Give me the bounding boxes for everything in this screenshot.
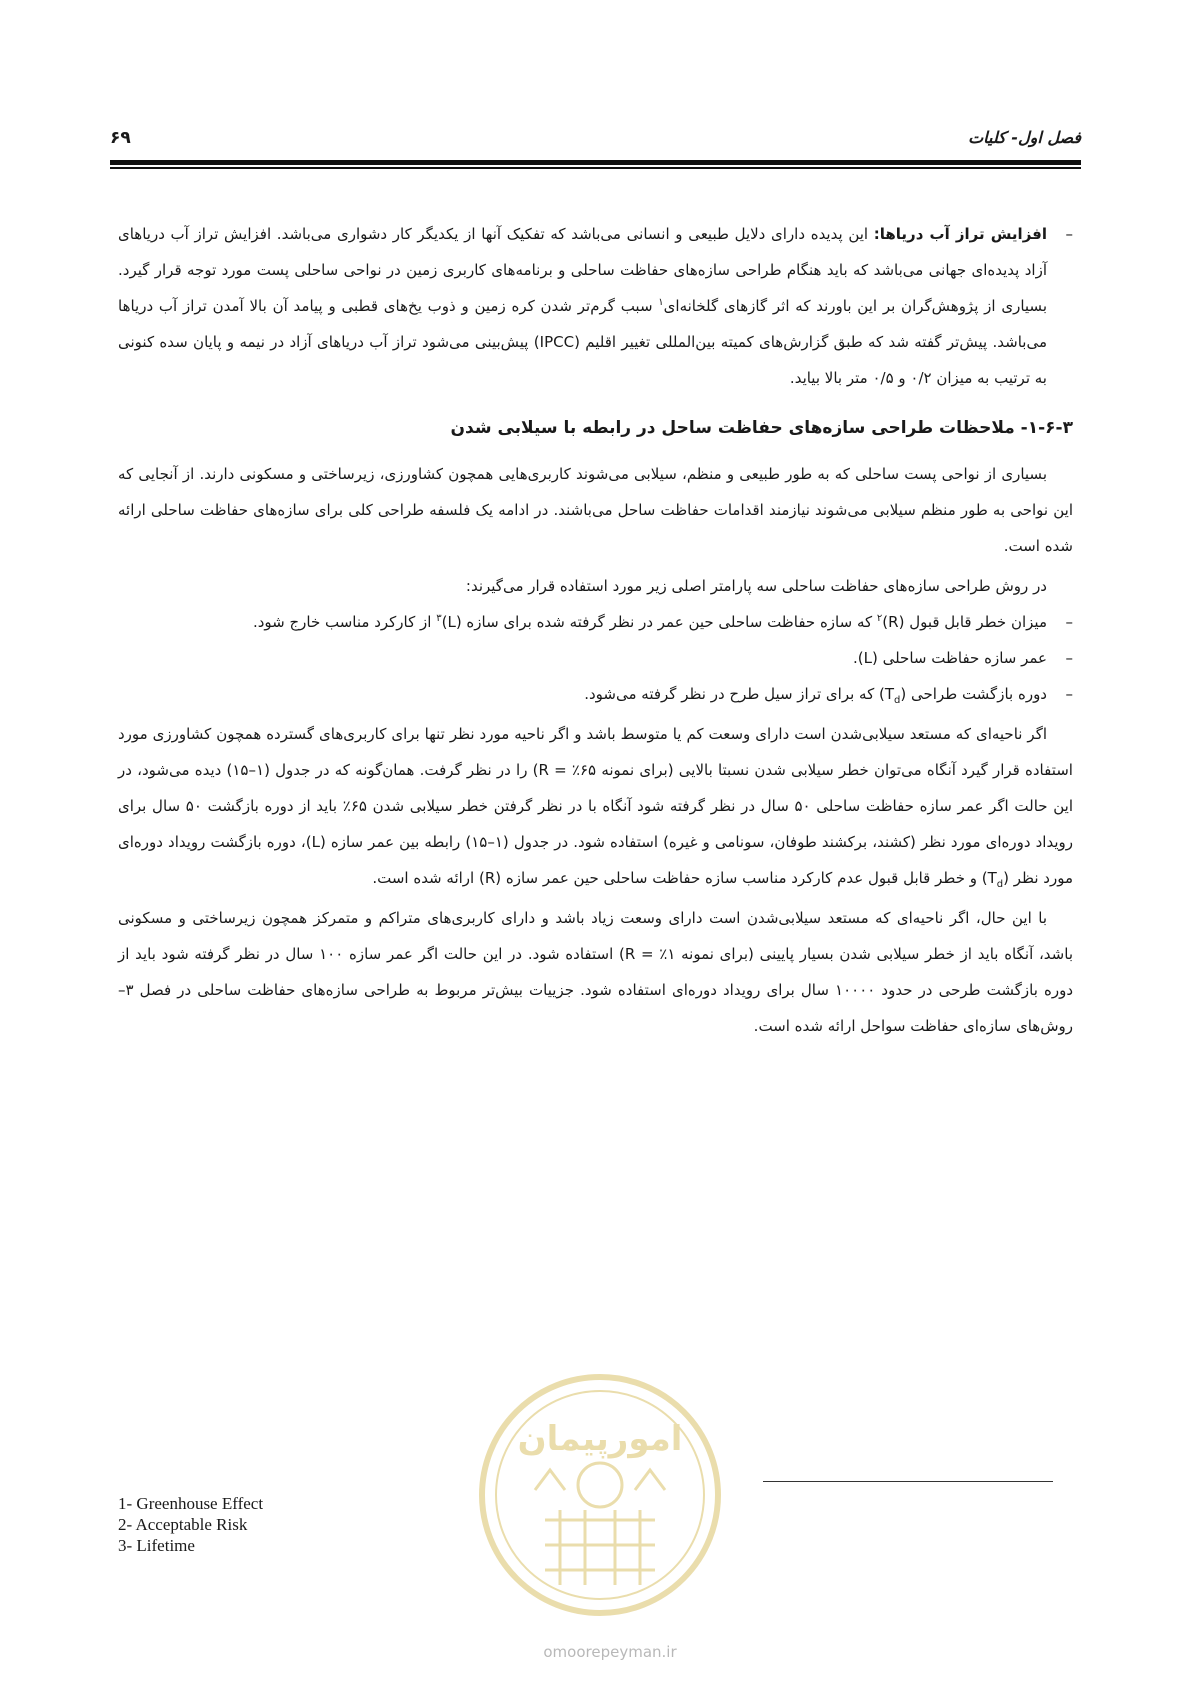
list-item-return-a: دوره بازگشت طراحی (T	[884, 685, 1047, 703]
page-body	[118, 216, 1073, 1044]
list-item-return-b: ) که برای تراز سیل طرح در نظر گرفته می‌شود.	[584, 685, 885, 703]
list-item-lifetime	[118, 640, 1073, 676]
bullet-bold-term: افزایش تراز آب دریاها:	[873, 225, 1047, 243]
subscript-d: d	[996, 879, 1004, 890]
paragraph-3-part1: اگر ناحیه‌ای که مستعد سیلابی‌شدن است دارای وسعت کم یا متوسط باشد و اگر ناحیه مورد نظر تنها برای کاربری‌های گسترده همچون کشاورزی مورد استفاده قرار گیرد آنگاه می‌توان خطر سیلابی شدن نسبتا بالایی (برای نمونه ۶۵٪ = R) را در نظر گرفت. همان‌گونه که در جدول (۱–۱۵) دیده می‌شود، در این حالت اگر عمر سازه حفاظت ساحلی ۵۰ سال در نظر گرفته شود آنگاه با در نظر گرفتن خطر سیلابی شدن ۶۵٪ باید از دوره بازگشت ۵۰ سال برای رویداد دوره‌ای مورد نظر (کشند، برکشند طوفان، سونامی و غیره) استفاده شود. در جدول (۱–۱۵) رابطه بین عمر سازه (L)، دوره بازگشت رویداد دوره‌ای مورد نظر (T	[118, 725, 1073, 887]
footnote-ref-3: ۳	[436, 613, 442, 624]
footnote-rule	[763, 1481, 1053, 1482]
paragraph-1: بسیاری از نواحی پست ساحلی که به طور طبیعی و منظم، سیلابی می‌شوند کاربری‌هایی همچون کشاورزی، زیرساختی و مسکونی دارند. از آنجایی که این نواحی به طور منظم سیلابی می‌شوند نیازمند اقدامات حفاظت ساحل می‌باشند. در ادامه یک فلسفه طراحی کلی برای سازه‌های حفاظت ساحلی ارائه شده است.	[118, 465, 1073, 555]
svg-text:امورپیمان: امورپیمان	[517, 1419, 683, 1459]
section-heading: ۱-۶-۳- ملاحظات طراحی سازه‌های حفاظت ساحل در رابطه با سیلابی شدن	[450, 418, 1073, 438]
list-item-lifetime-text: عمر سازه حفاظت ساحلی (L).	[852, 649, 1047, 667]
subscript-d: d	[894, 695, 901, 706]
bullet-dash: –	[1065, 613, 1073, 631]
footnote-ref-2: ۲	[876, 613, 883, 624]
footnote-3: 3- Lifetime	[118, 1536, 195, 1555]
header-rule-thick	[110, 160, 1081, 165]
bullet-dash: –	[1065, 685, 1073, 703]
bullet-text-part1: این پدیده دارای دلایل طبیعی و انسانی می‌باشد که تفکیک آنها از یکدیگر کار دشواری می‌باشد. افزایش تراز آب دریاهای آزاد پدیده‌ای جهانی می‌باشد که باید هنگام طراحی سازه‌های حفاظت ساحلی و برنامه‌های کاربری زمین در نواحی ساحلی پست مورد توجه قرار گیرد. بسیاری از پژوهش‌گران بر این باورند که اثر گازهای گلخانه‌ای	[118, 225, 1047, 315]
chapter-title: فصل اول- کلیات	[968, 128, 1081, 147]
list-item-risk	[118, 604, 1073, 640]
list-item-risk-b: که سازه حفاظت ساحلی حین عمر در نظر گرفته شده برای سازه (L)	[441, 613, 877, 631]
footnote-2: 2- Acceptable Risk	[118, 1515, 248, 1534]
watermark-url: omoorepeyman.ir	[543, 1643, 677, 1661]
footnote-ref-1: ۱	[658, 297, 664, 308]
footnotes	[118, 1493, 263, 1556]
list-item-risk-c: از کارکرد مناسب خارج شود.	[252, 613, 437, 631]
page-number: ۶۹	[110, 128, 131, 148]
bullet-dash: –	[1065, 225, 1073, 243]
paragraph-2: در روش طراحی سازه‌های حفاظت ساحلی سه پارامتر اصلی زیر مورد استفاده قرار می‌گیرند:	[465, 577, 1047, 595]
paragraph-4: با این حال، اگر ناحیه‌ای که مستعد سیلابی‌شدن است دارای وسعت زیاد باشد و دارای کاربری‌های متراکم و متمرکز همچون زیرساختی و مسکونی باشد، آنگاه باید از خطر سیلابی شدن بسیار پایینی (برای نمونه ۱٪ = R) استفاده شود. در این حالت اگر عمر سازه ۱۰۰ سال در نظر گرفته شود باید از دوره بازگشت طرحی در حدود ۱۰۰۰۰ سال برای رویداد دوره‌ای استفاده شود. جزییات بیش‌تر مربوط به طراحی سازه‌های حفاظت ساحلی در فصل ۳– روش‌های سازه‌ای حفاظت سواحل ارائه شده است.	[118, 909, 1073, 1035]
header-rule-thin	[110, 167, 1081, 169]
footnote-1: 1- Greenhouse Effect	[118, 1494, 264, 1513]
paragraph-3	[118, 716, 1073, 896]
page-header	[110, 128, 1081, 154]
sea-level-bullet	[118, 216, 1073, 396]
bullet-dash: –	[1065, 649, 1073, 667]
paragraph-3-part2: ) و خطر قابل قبول عدم کارکرد مناسب سازه حفاظت ساحلی حین عمر سازه (R) ارائه شده است.	[372, 869, 988, 887]
bullet-text-part2: سبب گرم‌تر شدن کره زمین و ذوب یخ‌های قطبی و پیامد آن بالا آمدن تراز آب دریاها می‌باشد. پیش‌تر گفته شد که طبق گزارش‌های کمیته بین‌المللی تغییر اقلیم (IPCC) پیش‌بینی می‌شود تراز آب دریاهای آزاد در نیمه و پایان سده کنونی به ترتیب به میزان ۰/۲ و ۰/۵ متر بالا بیاید.	[118, 297, 1047, 387]
list-item-risk-a: میزان خطر قابل قبول (R)	[882, 613, 1047, 631]
publisher-seal-icon	[475, 1370, 725, 1620]
list-item-return-period	[118, 676, 1073, 712]
